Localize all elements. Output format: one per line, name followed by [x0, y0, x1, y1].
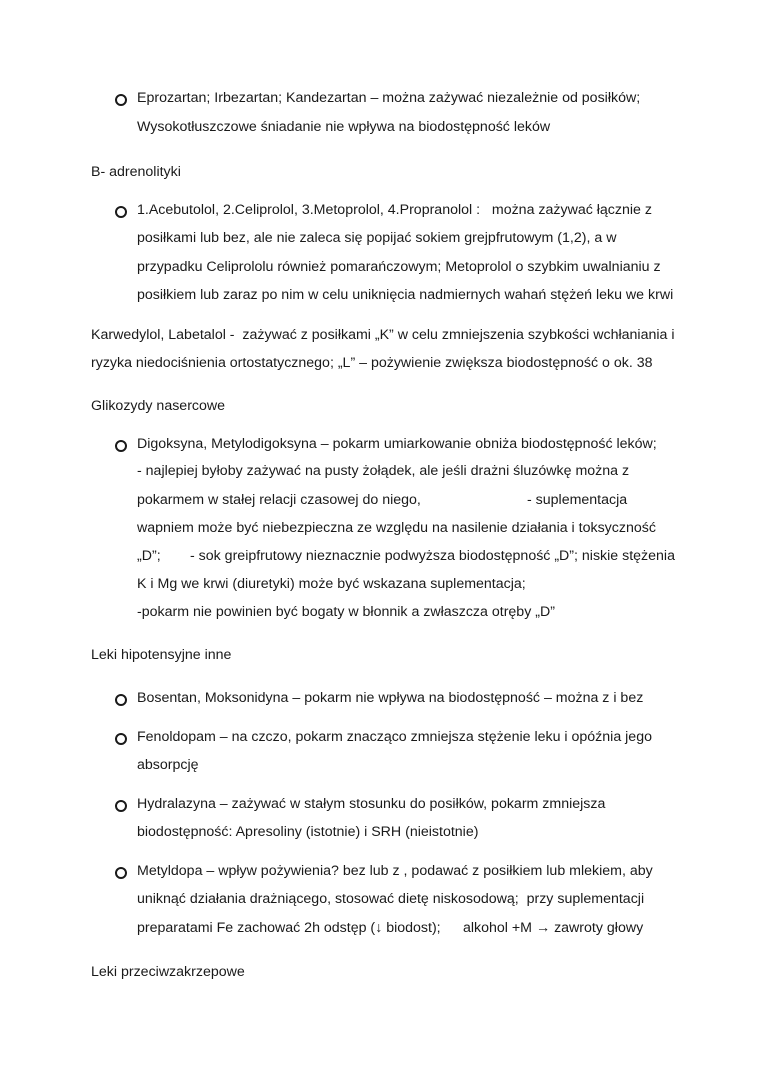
- list-item-text: biodostępność: Apresoliny (istotnie) i SRH (nieistotnie): [137, 824, 479, 840]
- bullet-icon: [115, 733, 127, 745]
- section-heading-hypotensive: Leki hipotensyjne inne: [91, 647, 232, 663]
- bullet-icon: [115, 867, 127, 879]
- bullet-icon: [115, 800, 127, 812]
- paragraph-text: ryzyka niedociśnienia ortostatycznego; „L” – pożywienie zwiększa biodostępność o ok. 38: [91, 355, 653, 371]
- bullet-icon: [115, 206, 127, 218]
- section-heading-anticoagulants: Leki przeciwzakrzepowe: [91, 964, 245, 980]
- bullet-icon: [115, 694, 127, 706]
- list-item-text: preparatami Fe zachować 2h odstęp (↓ biodost);: [137, 920, 441, 936]
- list-item-text: Metyldopa – wpływ pożywienia? bez lub z , podawać z posiłkiem lub mlekiem, aby: [137, 863, 653, 879]
- list-item-text: K i Mg we krwi (diuretyki) może być wskazana suplementacja;: [137, 576, 526, 592]
- list-item-text: wapniem może być niebezpieczna ze względu na nasilenie działania i toksyczność: [137, 520, 656, 536]
- list-item-text: - sok greipfrutowy nieznacznie podwyższa biodostępność „D”; niskie stężenia: [190, 548, 675, 564]
- list-item-text: „D”;: [137, 548, 161, 564]
- list-item-text: Hydralazyna – zażywać w stałym stosunku do posiłków, pokarm zmniejsza: [137, 796, 606, 812]
- list-item-text: - najlepiej byłoby zażywać na pusty żołądek, ale jeśli drażni śluzówkę można z: [137, 463, 630, 479]
- list-item-text: przypadku Celiprololu również pomarańczowym; Metoprolol o szybkim uwalnianiu z: [137, 259, 661, 275]
- list-item-text: Digoksyna, Metylodigoksyna – pokarm umiarkowanie obniża biodostępność leków;: [137, 436, 657, 452]
- list-item-text: uniknąć działania drażniącego, stosować dietę niskosodową; przy suplementacji: [137, 891, 645, 907]
- list-item-text: Eprozartan; Irbezartan; Kandezartan – można zażywać niezależnie od posiłków;: [137, 90, 641, 106]
- section-heading-beta-blockers: B- adrenolityki: [91, 164, 181, 180]
- list-item-text: absorpcję: [137, 757, 199, 773]
- list-item-text: pokarmem w stałej relacji czasowej do niego,: [137, 492, 421, 508]
- list-item-text: posiłkami lub bez, ale nie zaleca się popijać sokiem grejpfrutowym (1,2), a w: [137, 230, 617, 246]
- list-item-text: Fenoldopam – na czczo, pokarm znacząco zmniejsza stężenie leku i opóźnia jego: [137, 729, 652, 745]
- list-item-text: posiłkiem lub zaraz po nim w celu uniknięcia nadmiernych wahań stężeń leku we krwi: [137, 287, 674, 303]
- bullet-icon: [115, 440, 127, 452]
- paragraph-text: Karwedylol, Labetalol - zażywać z posiłkami „K” w celu zmniejszenia szybkości wchłaniania i: [91, 327, 675, 343]
- list-item-text: 1.Acebutolol, 2.Celiprolol, 3.Metoprolol, 4.Propranolol : można zażywać łącznie z: [137, 202, 652, 218]
- list-item-text: - suplementacja: [527, 492, 628, 508]
- list-item-text: Wysokotłuszczowe śniadanie nie wpływa na biodostępność leków: [137, 119, 551, 135]
- bullet-icon: [115, 94, 127, 106]
- list-item-text: -pokarm nie powinien być bogaty w błonnik a zwłaszcza otręby „D”: [137, 604, 555, 620]
- list-item-text: alkohol +M → zawroty głowy: [463, 920, 644, 936]
- section-heading-glycosides: Glikozydy nasercowe: [91, 398, 226, 414]
- list-item-text: Bosentan, Moksonidyna – pokarm nie wpływa na biodostępność – można z i bez: [137, 690, 644, 706]
